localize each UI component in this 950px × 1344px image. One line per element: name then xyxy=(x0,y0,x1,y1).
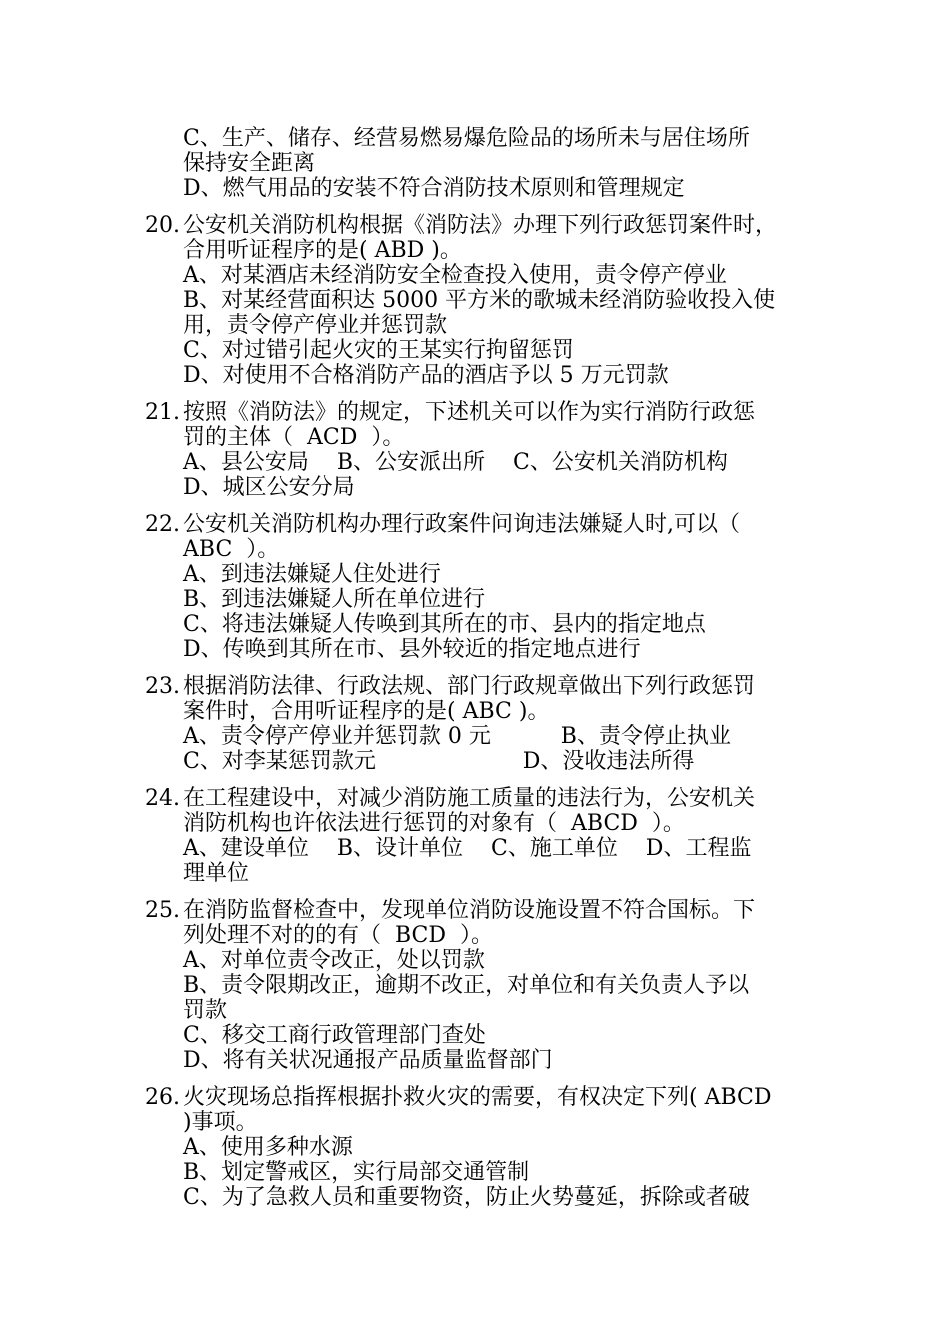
q26-option-a: A、使用多种水源 xyxy=(183,1135,353,1160)
q25-option-a: A、对单位责令改正，处以罚款 xyxy=(183,948,485,973)
q26-number: 26. xyxy=(145,1085,180,1110)
q23-options-ab: A、责令停产停业并惩罚款 0 元 B、责令停止执业 xyxy=(183,724,731,749)
q20-number: 20. xyxy=(145,213,180,238)
q19-option-c-line1: C、生产、储存、经营易燃易爆危险品的场所未与居住场所 xyxy=(183,126,750,151)
q22-stem-line1: 公安机关消防机构办理行政案件问询违法嫌疑人时,可以（ xyxy=(183,512,740,537)
q25-stem-line2: 列处理不对的的有（ BCD ）。 xyxy=(183,923,494,948)
q22-option-a: A、到违法嫌疑人住处进行 xyxy=(183,562,441,587)
q21-number: 21. xyxy=(145,400,180,425)
q25-option-b-line2: 罚款 xyxy=(183,998,228,1023)
q26-stem-line1: 火灾现场总指挥根据扑救火灾的需要，有权决定下列( ABCD xyxy=(183,1085,772,1110)
q22-option-d: D、传唤到其所在市、县外较近的指定地点进行 xyxy=(183,637,641,662)
q25-option-c: C、移交工商行政管理部门查处 xyxy=(183,1023,486,1048)
q26-option-c: C、为了急救人员和重要物资，防止火势蔓延，拆除或者破 xyxy=(183,1185,750,1210)
q20-stem-line2: 合用听证程序的是( ABD )。 xyxy=(183,238,462,263)
q21-stem-line1: 按照《消防法》的规定，下述机关可以作为实行消防行政惩 xyxy=(183,400,756,425)
q20-option-d: D、对使用不合格消防产品的酒店予以 5 万元罚款 xyxy=(183,363,669,388)
q23-number: 23. xyxy=(145,674,180,699)
q23-stem-line1: 根据消防法律、行政法规、部门行政规章做出下列行政惩罚 xyxy=(183,674,756,699)
q19-option-c-line2: 保持安全距离 xyxy=(183,151,316,176)
q20-option-b-line1: B、对某经营面积达 5000 平方米的歌城未经消防验收投入使 xyxy=(183,288,776,313)
q25-option-b-line1: B、责令限期改正，逾期不改正，对单位和有关负责人予以 xyxy=(183,973,750,998)
q26-option-b: B、划定警戒区，实行局部交通管制 xyxy=(183,1160,530,1185)
q20-option-b-line2: 用，责令停产停业并惩罚款 xyxy=(183,313,448,338)
q23-stem-line2: 案件时，合用听证程序的是( ABC )。 xyxy=(183,699,550,724)
q19-option-d: D、燃气用品的安装不符合消防技术原则和管理规定 xyxy=(183,176,685,201)
q25-stem-line1: 在消防监督检查中，发现单位消防设施设置不符合国标。下 xyxy=(183,898,756,923)
q20-option-a: A、对某酒店未经消防安全检查投入使用，责令停产停业 xyxy=(183,263,727,288)
q21-stem-line2: 罚的主体（ ACD ）。 xyxy=(183,425,405,450)
q20-stem-line1: 公安机关消防机构根据《消防法》办理下列行政惩罚案件时， xyxy=(183,213,778,238)
q25-number: 25. xyxy=(145,898,180,923)
q22-stem-line2: ABC ）。 xyxy=(183,537,280,562)
q25-option-d: D、将有关状况通报产品质量监督部门 xyxy=(183,1048,553,1073)
q23-options-cd: C、对李某惩罚款元 D、没收违法所得 xyxy=(183,749,695,774)
q24-stem-line2: 消防机构也许依法进行惩罚的对象有（ ABCD ）。 xyxy=(183,811,685,836)
q24-options-line1: A、建设单位 B、设计单位 C、施工单位 D、工程监 xyxy=(183,836,752,861)
q21-options-abc: A、县公安局 B、公安派出所 C、公安机关消防机构 xyxy=(183,450,728,475)
q20-option-c: C、对过错引起火灾的王某实行拘留惩罚 xyxy=(183,338,574,363)
q26-stem-line2: )事项。 xyxy=(183,1110,258,1135)
q22-number: 22. xyxy=(145,512,180,537)
q22-option-b: B、到违法嫌疑人所在单位进行 xyxy=(183,587,486,612)
q24-number: 24. xyxy=(145,786,180,811)
q24-options-line2: 理单位 xyxy=(183,861,250,886)
q21-option-d: D、城区公安分局 xyxy=(183,475,355,500)
q22-option-c: C、将违法嫌疑人传唤到其所在的市、县内的指定地点 xyxy=(183,612,706,637)
q24-stem-line1: 在工程建设中，对减少消防施工质量的违法行为，公安机关 xyxy=(183,786,756,811)
